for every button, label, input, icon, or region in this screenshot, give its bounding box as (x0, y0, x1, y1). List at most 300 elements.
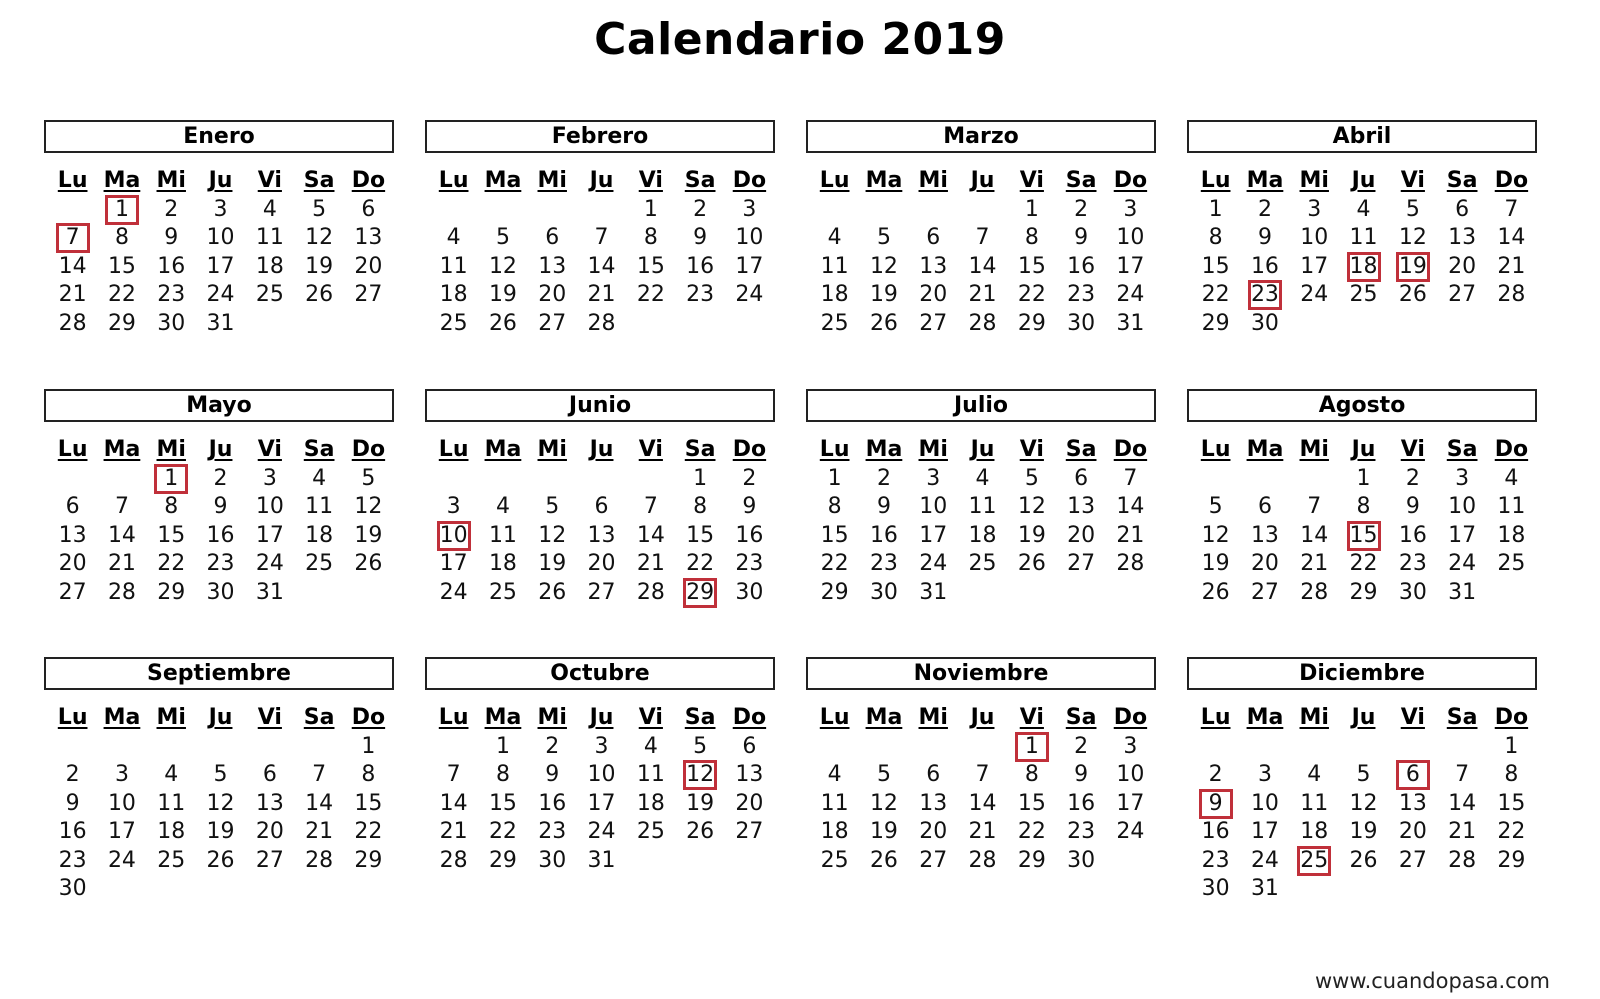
day-cell: 7 (1123, 465, 1138, 491)
day-cell: 29 (820, 579, 849, 605)
weekday-label: Sa (303, 437, 335, 462)
day-cell: 30 (206, 579, 235, 605)
day-cell: 7 (446, 762, 461, 787)
day-cell: 28 (587, 310, 616, 336)
day-cell: 7 (975, 225, 990, 250)
day-cell: 31 (587, 847, 616, 873)
day-cell: 10 (255, 494, 284, 519)
day-cell: 21 (1497, 253, 1526, 279)
day-cell: 16 (58, 819, 87, 844)
empty-cell (958, 733, 1007, 762)
weekday-label: Ma (103, 168, 141, 193)
day-cell: 21 (587, 282, 616, 307)
day-cell: 24 (735, 282, 764, 307)
holiday-day: 12 (675, 761, 724, 790)
empty-cell (48, 465, 97, 494)
day-cell: 2 (213, 465, 228, 491)
day-cell: 27 (538, 310, 567, 336)
day-cell: 22 (686, 551, 715, 576)
weekday-label: Sa (1065, 437, 1097, 462)
day-cell: 6 (262, 762, 277, 787)
weekday-label: Vi (1019, 705, 1044, 730)
day-cell: 10 (1448, 494, 1477, 519)
day-cell: 19 (305, 253, 334, 279)
day-cell: 28 (107, 579, 136, 605)
day-cell: 8 (1356, 494, 1371, 519)
day-cell: 8 (495, 762, 510, 787)
empty-cell (48, 733, 97, 762)
day-cell: 25 (439, 310, 468, 336)
day-cell: 26 (206, 847, 235, 873)
empty-cell (577, 465, 626, 494)
day-cell: 31 (919, 579, 948, 605)
weekday-label: Ma (484, 168, 522, 193)
weekday-label: Lu (57, 437, 88, 462)
day-cell: 22 (1201, 282, 1230, 307)
holiday-day: 10 (429, 522, 478, 551)
empty-cell (577, 196, 626, 225)
day-cell: 18 (439, 282, 468, 307)
weekday-label: Vi (257, 705, 282, 730)
day-cell: 8 (693, 494, 708, 519)
holiday-day: 1 (147, 465, 196, 494)
weekday-label: Lu (819, 437, 850, 462)
day-cell: 4 (164, 762, 179, 787)
day-cell: 1 (1208, 196, 1223, 222)
day-cell: 26 (869, 847, 898, 873)
day-cell: 20 (1250, 551, 1279, 576)
weekday-label: Ju (1351, 705, 1376, 730)
day-cell: 20 (735, 790, 764, 816)
day-cell: 14 (1448, 790, 1477, 816)
day-cell: 12 (1201, 522, 1230, 548)
day-cell: 2 (742, 465, 757, 491)
day-cell: 29 (354, 847, 383, 873)
day-cell: 13 (919, 790, 948, 816)
day-cell: 24 (107, 847, 136, 873)
holiday-day: 1 (1007, 733, 1056, 762)
day-cell: 26 (1349, 847, 1378, 873)
day-cell: 29 (1017, 310, 1046, 336)
weekday-label: Mi (918, 437, 948, 462)
day-cell: 15 (636, 253, 665, 279)
month-day-grid (429, 436, 775, 607)
day-cell: 24 (1116, 282, 1145, 307)
day-cell: 31 (1250, 876, 1279, 901)
day-cell: 12 (206, 790, 235, 816)
day-cell: 12 (305, 225, 334, 250)
day-cell: 23 (157, 282, 186, 307)
day-cell: 27 (735, 819, 764, 844)
day-cell: 13 (538, 253, 567, 279)
weekday-label: Mi (537, 705, 567, 730)
day-cell: 20 (587, 551, 616, 576)
weekday-label: Do (1113, 705, 1148, 730)
weekday-label: Lu (819, 705, 850, 730)
day-cell: 26 (1017, 551, 1046, 576)
day-cell: 15 (1017, 790, 1046, 816)
month-day-grid (1191, 436, 1537, 607)
day-cell: 22 (820, 551, 849, 576)
day-cell: 7 (1455, 762, 1470, 787)
day-cell: 10 (206, 225, 235, 250)
day-cell: 21 (1116, 522, 1145, 548)
empty-cell (294, 733, 343, 762)
day-cell: 30 (1067, 847, 1096, 873)
day-cell: 14 (587, 253, 616, 279)
day-cell: 16 (206, 522, 235, 548)
day-cell: 14 (1497, 225, 1526, 250)
day-cell: 25 (157, 847, 186, 873)
day-cell: 12 (869, 790, 898, 816)
day-cell: 26 (1201, 579, 1230, 605)
day-cell: 12 (538, 522, 567, 548)
day-cell: 11 (820, 790, 849, 816)
day-cell: 17 (255, 522, 284, 548)
day-cell: 12 (1017, 494, 1046, 519)
day-cell: 4 (1504, 465, 1519, 491)
day-cell: 17 (1448, 522, 1477, 548)
empty-cell (859, 196, 908, 225)
month-enero (44, 120, 394, 370)
day-cell: 14 (1300, 522, 1329, 548)
weekday-label: Lu (1200, 437, 1231, 462)
day-cell: 3 (926, 465, 941, 491)
day-cell: 14 (305, 790, 334, 816)
day-cell: 26 (305, 282, 334, 307)
day-cell: 3 (114, 762, 129, 787)
weekday-label: Ma (103, 437, 141, 462)
empty-cell (245, 733, 294, 762)
day-cell: 2 (545, 733, 560, 759)
month-header: Mayo (44, 389, 394, 422)
day-cell: 15 (686, 522, 715, 548)
weekday-label: Ma (484, 437, 522, 462)
day-cell: 19 (686, 790, 715, 816)
day-cell: 22 (1017, 819, 1046, 844)
day-cell: 13 (58, 522, 87, 548)
day-cell: 13 (1398, 790, 1427, 816)
day-cell: 8 (114, 225, 129, 250)
day-cell: 29 (488, 847, 517, 873)
day-cell: 11 (439, 253, 468, 279)
day-cell: 25 (255, 282, 284, 307)
empty-cell (429, 733, 478, 762)
empty-cell (810, 196, 859, 225)
weekday-label: Ma (1246, 437, 1284, 462)
weekday-label: Do (732, 705, 767, 730)
day-cell: 23 (686, 282, 715, 307)
day-cell: 4 (446, 225, 461, 250)
day-cell: 5 (1356, 762, 1371, 787)
empty-cell (97, 733, 146, 762)
day-cell: 8 (1024, 225, 1039, 250)
day-cell: 9 (742, 494, 757, 519)
day-cell: 4 (975, 465, 990, 491)
month-day-grid (429, 704, 775, 875)
weekday-label: Do (732, 168, 767, 193)
day-cell: 31 (206, 310, 235, 336)
day-cell: 2 (693, 196, 708, 222)
day-cell: 10 (587, 762, 616, 787)
month-header: Septiembre (44, 657, 394, 690)
day-cell: 29 (1349, 579, 1378, 605)
day-cell: 4 (827, 762, 842, 787)
day-cell: 3 (1123, 733, 1138, 759)
day-cell: 25 (820, 310, 849, 336)
weekday-label: Mi (156, 168, 186, 193)
day-cell: 21 (305, 819, 334, 844)
weekday-label: Vi (257, 168, 282, 193)
day-cell: 5 (213, 762, 228, 787)
day-cell: 22 (1497, 819, 1526, 844)
empty-cell (97, 465, 146, 494)
day-cell: 29 (1497, 847, 1526, 873)
day-cell: 1 (693, 465, 708, 491)
month-febrero (425, 120, 775, 370)
weekday-label: Lu (1200, 705, 1231, 730)
weekday-label: Ju (1351, 168, 1376, 193)
weekday-label: Ju (208, 705, 233, 730)
day-cell: 8 (164, 494, 179, 519)
day-cell: 28 (968, 310, 997, 336)
day-cell: 17 (1300, 253, 1329, 279)
weekday-label: Ju (970, 437, 995, 462)
month-julio (806, 389, 1156, 639)
day-cell: 11 (1300, 790, 1329, 816)
empty-cell (429, 465, 478, 494)
empty-cell (478, 196, 527, 225)
day-cell: 4 (262, 196, 277, 222)
day-cell: 26 (538, 579, 567, 605)
day-cell: 20 (538, 282, 567, 307)
day-cell: 4 (312, 465, 327, 491)
day-cell: 30 (735, 579, 764, 605)
month-header: Julio (806, 389, 1156, 422)
day-cell: 8 (1504, 762, 1519, 787)
day-cell: 25 (1497, 551, 1526, 576)
day-cell: 9 (1405, 494, 1420, 519)
day-cell: 2 (65, 762, 80, 787)
day-cell: 5 (876, 225, 891, 250)
day-cell: 27 (1250, 579, 1279, 605)
month-day-grid (48, 167, 394, 338)
day-cell: 10 (107, 790, 136, 816)
day-cell: 7 (594, 225, 609, 250)
day-cell: 19 (354, 522, 383, 548)
empty-cell (1388, 733, 1437, 762)
day-cell: 12 (869, 253, 898, 279)
day-cell: 23 (1398, 551, 1427, 576)
day-cell: 11 (157, 790, 186, 816)
weekday-label: Lu (1200, 168, 1231, 193)
weekday-label: Vi (257, 437, 282, 462)
day-cell: 9 (1074, 225, 1089, 250)
month-noviembre (806, 657, 1156, 907)
day-cell: 19 (869, 819, 898, 844)
day-cell: 18 (255, 253, 284, 279)
day-cell: 28 (58, 310, 87, 336)
day-cell: 2 (876, 465, 891, 491)
empty-cell (429, 196, 478, 225)
day-cell: 13 (735, 762, 764, 787)
day-cell: 2 (1257, 196, 1272, 222)
day-cell: 28 (1448, 847, 1477, 873)
day-cell: 15 (107, 253, 136, 279)
weekday-label: Ju (970, 168, 995, 193)
day-cell: 10 (1300, 225, 1329, 250)
day-cell: 14 (107, 522, 136, 548)
day-cell: 20 (919, 819, 948, 844)
weekday-label: Sa (1065, 705, 1097, 730)
empty-cell (909, 733, 958, 762)
weekday-label: Mi (156, 705, 186, 730)
weekday-label: Sa (684, 705, 716, 730)
day-cell: 5 (312, 196, 327, 222)
month-header: Febrero (425, 120, 775, 153)
weekday-label: Mi (918, 705, 948, 730)
day-cell: 18 (488, 551, 517, 576)
day-cell: 17 (1250, 819, 1279, 844)
day-cell: 15 (1201, 253, 1230, 279)
day-cell: 31 (255, 579, 284, 605)
day-cell: 27 (919, 847, 948, 873)
day-cell: 24 (255, 551, 284, 576)
day-cell: 5 (693, 733, 708, 759)
empty-cell (1339, 733, 1388, 762)
day-cell: 11 (1349, 225, 1378, 250)
day-cell: 8 (643, 225, 658, 250)
weekday-label: Lu (819, 168, 850, 193)
day-cell: 5 (1405, 196, 1420, 222)
day-cell: 24 (1448, 551, 1477, 576)
empty-cell (48, 196, 97, 225)
weekday-label: Vi (1400, 705, 1425, 730)
month-day-grid (810, 704, 1156, 875)
day-cell: 21 (1448, 819, 1477, 844)
day-cell: 27 (587, 579, 616, 605)
weekday-label: Ma (103, 705, 141, 730)
day-cell: 16 (1067, 790, 1096, 816)
day-cell: 4 (827, 225, 842, 250)
day-cell: 11 (305, 494, 334, 519)
weekday-label: Do (732, 437, 767, 462)
day-cell: 3 (213, 196, 228, 222)
day-cell: 21 (968, 819, 997, 844)
day-cell: 23 (58, 847, 87, 873)
day-cell: 17 (919, 522, 948, 548)
day-cell: 25 (305, 551, 334, 576)
day-cell: 11 (820, 253, 849, 279)
day-cell: 20 (1067, 522, 1096, 548)
day-cell: 31 (1448, 579, 1477, 605)
day-cell: 2 (1405, 465, 1420, 491)
month-header: Noviembre (806, 657, 1156, 690)
day-cell: 30 (1067, 310, 1096, 336)
day-cell: 13 (1448, 225, 1477, 250)
weekday-label: Lu (57, 705, 88, 730)
website-footer: www.cuandopasa.com (1314, 969, 1550, 993)
empty-cell (1191, 465, 1240, 494)
day-cell: 7 (643, 494, 658, 519)
day-cell: 24 (1116, 819, 1145, 844)
day-cell: 2 (1074, 196, 1089, 222)
day-cell: 20 (919, 282, 948, 307)
empty-cell (1191, 733, 1240, 762)
day-cell: 23 (538, 819, 567, 844)
day-cell: 24 (919, 551, 948, 576)
empty-cell (1240, 465, 1289, 494)
day-cell: 26 (869, 310, 898, 336)
day-cell: 3 (594, 733, 609, 759)
day-cell: 28 (1116, 551, 1145, 576)
day-cell: 15 (1497, 790, 1526, 816)
day-cell: 6 (65, 494, 80, 519)
day-cell: 15 (354, 790, 383, 816)
weekday-label: Do (1113, 168, 1148, 193)
day-cell: 22 (636, 282, 665, 307)
day-cell: 29 (1017, 847, 1046, 873)
day-cell: 5 (876, 762, 891, 787)
weekday-label: Sa (1446, 437, 1478, 462)
day-cell: 30 (1250, 310, 1279, 336)
day-cell: 16 (686, 253, 715, 279)
month-agosto (1187, 389, 1537, 639)
weekday-label: Ma (484, 705, 522, 730)
day-cell: 9 (65, 790, 80, 816)
weekday-label: Do (1494, 437, 1529, 462)
day-cell: 7 (1504, 196, 1519, 222)
month-header: Junio (425, 389, 775, 422)
day-cell: 3 (1307, 196, 1322, 222)
month-day-grid (1191, 704, 1537, 904)
month-header: Diciembre (1187, 657, 1537, 690)
day-cell: 3 (262, 465, 277, 491)
day-cell: 26 (1398, 282, 1427, 307)
holiday-day: 9 (1191, 790, 1240, 819)
day-cell: 17 (587, 790, 616, 816)
day-cell: 2 (164, 196, 179, 222)
day-cell: 3 (1123, 196, 1138, 222)
day-cell: 10 (919, 494, 948, 519)
weekday-label: Vi (1400, 437, 1425, 462)
day-cell: 16 (1398, 522, 1427, 548)
day-cell: 30 (538, 847, 567, 873)
day-cell: 27 (354, 282, 383, 307)
weekday-label: Do (351, 437, 386, 462)
day-cell: 26 (488, 310, 517, 336)
empty-cell (958, 196, 1007, 225)
day-cell: 21 (439, 819, 468, 844)
empty-cell (810, 733, 859, 762)
empty-cell (1290, 465, 1339, 494)
month-header: Abril (1187, 120, 1537, 153)
day-cell: 3 (1257, 762, 1272, 787)
day-cell: 7 (1307, 494, 1322, 519)
day-cell: 22 (488, 819, 517, 844)
weekday-label: Ma (865, 437, 903, 462)
day-cell: 9 (1074, 762, 1089, 787)
day-cell: 27 (919, 310, 948, 336)
day-cell: 20 (1448, 253, 1477, 279)
day-cell: 23 (1067, 819, 1096, 844)
day-cell: 5 (1024, 465, 1039, 491)
day-cell: 4 (643, 733, 658, 759)
day-cell: 19 (1349, 819, 1378, 844)
month-marzo (806, 120, 1156, 370)
day-cell: 9 (1257, 225, 1272, 250)
holiday-day: 6 (1388, 761, 1437, 790)
